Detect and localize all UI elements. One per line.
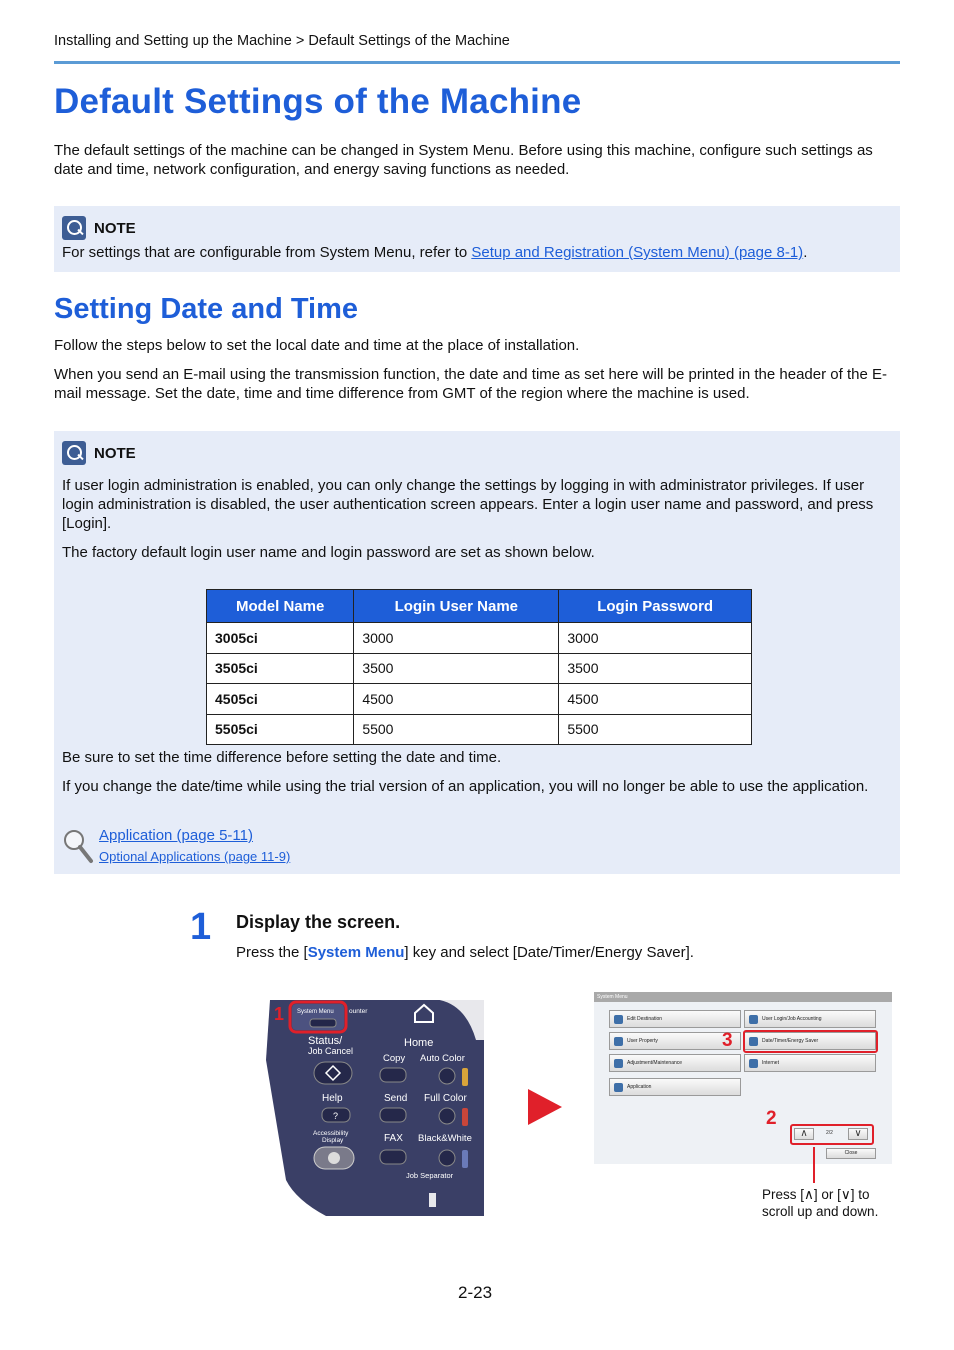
note-magnifier-icon [62,441,86,465]
note-box-system-menu [54,206,900,272]
user-icon [749,1015,758,1024]
table-row [207,714,752,745]
table-header-row [207,590,752,623]
note-magnifier-icon [62,216,86,240]
system-menu-key-label: System Menu [307,944,405,961]
note-time-difference-text: Be sure to set the time difference before setting the date and time. [62,749,502,766]
note-box-login [54,431,900,874]
caption-line-2: scroll up and down. [762,1204,879,1219]
step-number: 1 [190,906,212,948]
internet-button[interactable] [744,1054,876,1072]
adjustment-maintenance-button[interactable] [609,1054,741,1072]
page-number: 2-23 [458,1283,493,1302]
user-login-job-accounting-button[interactable] [744,1010,876,1028]
table-row [207,653,752,684]
close-button[interactable] [826,1148,876,1159]
user-icon [614,1037,623,1046]
section-title: Setting Date and Time [54,293,359,325]
section-paragraph-2: When you send an E-mail using the transmission function, the date and time as set here will be printed in the header of the E-mail message. Set the date, time and time difference from GMT of the region where the machine is used. [54,366,887,402]
operation-panel-illustration [266,1000,486,1216]
panel-job-cancel-label: Job Cancel [308,1046,354,1056]
note-text [62,243,892,262]
step-title: Display the screen. [236,912,401,932]
note-label: NOTE [94,444,136,462]
callout-leader-line [813,1147,815,1183]
note-trial-version-text: If you change the date/time while using the trial version of an application, you will no longer be able to use the application. [62,778,869,795]
step-desc-prefix: Press the [ [236,944,308,961]
button-label: Application [627,1084,652,1090]
step-description [236,944,694,961]
panel-job-separator-label: Job Separator [406,1171,454,1180]
panel-help-label: Help [322,1093,343,1104]
panel-accessibility-label: Accessibility [313,1130,349,1137]
page-indicator: 2/2 [826,1130,833,1136]
note-login-text: If user login administration is enabled, you can only change the settings by logging in with administrator privileges. If user login administration is disabled, the user authentication screen appears. Enter a login user name and password, and press [Login]. [62,477,874,532]
button-label: Edit Destination [627,1016,663,1022]
step-desc-suffix: ] key and select [Date/Timer/Energy Saver]. [404,944,694,961]
password-cell: 4500 [559,684,752,715]
panel-full-color-label: Full Color [424,1093,467,1104]
model-cell: 3005ci [207,623,354,654]
user-name-cell: 5500 [354,714,559,745]
application-icon [614,1083,623,1092]
model-cell: 5505ci [207,714,354,745]
scroll-down-button[interactable]: ∨ [848,1128,868,1140]
intro-paragraph: The default settings of the machine can be changed in System Menu. Before using this machine, configure such settings as date and time, network configuration, and energy saving functions as needed. [54,142,873,178]
column-header: Login User Name [354,590,559,623]
page-title: Default Settings of the Machine [54,82,582,121]
model-cell: 3505ci [207,653,354,684]
scroll-buttons-highlight [790,1124,874,1145]
callout-number-3: 3 [722,1030,733,1051]
panel-fax-label: FAX [384,1133,403,1144]
wrench-icon [614,1059,623,1068]
system-menu-screen [594,992,892,1164]
panel-system-menu-label: System Menu [297,1009,334,1015]
table-row [207,684,752,715]
button-label: Adjustment/Maintenance [627,1060,683,1066]
edit-destination-button[interactable] [609,1010,741,1028]
panel-counter-label: ounter [349,1008,368,1015]
user-name-cell: 3000 [354,623,559,654]
scroll-caption [762,1186,878,1220]
button-label: Internet [762,1060,779,1066]
note-header [62,441,136,465]
panel-auto-color-label: Auto Color [420,1053,465,1064]
system-menu-title: System Menu [594,992,892,1002]
login-credentials-table [206,589,752,745]
password-cell: 3000 [559,623,752,654]
button-label: User Property [627,1038,658,1044]
user-name-cell: 3500 [354,653,559,684]
note-text-suffix: . [803,244,808,261]
password-cell: 3500 [559,653,752,684]
panel-black-white-label: Black&White [418,1133,472,1144]
date-timer-highlight [743,1030,878,1053]
panel-home-label: Home [404,1037,434,1049]
panel-display-label: Display [322,1137,344,1144]
panel-help-key: ? [333,1111,339,1121]
application-button[interactable] [609,1078,741,1096]
callout-number-2: 2 [766,1108,777,1129]
panel-send-label: Send [384,1093,408,1104]
scroll-up-button[interactable]: ∧ [794,1128,814,1140]
user-name-cell: 4500 [354,684,559,715]
column-header: Model Name [207,590,354,623]
table-row [207,623,752,654]
section-paragraph-1: Follow the steps below to set the local date and time at the place of installation. [54,337,580,354]
note-header [62,216,136,240]
globe-icon [749,1059,758,1068]
button-label: Date/Timer/Energy Saver [762,1038,819,1044]
book-icon [614,1015,623,1024]
password-cell: 5500 [559,714,752,745]
caption-line-1: Press [∧] or [∨] to [762,1187,870,1202]
panel-status-label: Status/ [308,1035,343,1047]
column-header: Login Password [559,590,752,623]
model-cell: 4505ci [207,684,354,715]
note-default-text: The factory default login user name and login password are set as shown below. [62,544,595,561]
note-text-prefix: For settings that are configurable from System Menu, refer to [62,244,472,261]
breadcrumb: Installing and Setting up the Machine > Default Settings of the Machine [54,33,510,49]
reference-magnifier-icon [62,828,94,864]
button-label: User Login/Job Accounting [762,1016,822,1022]
optional-applications-link[interactable]: Optional Applications (page 11-9) [99,849,291,864]
setup-registration-link[interactable]: Setup and Registration (System Menu) (page 8-1) [471,244,804,261]
close-button-label: Close [844,1150,858,1156]
header-rule [54,61,900,64]
note-label: NOTE [94,219,136,237]
panel-copy-label: Copy [383,1053,406,1064]
application-page-link[interactable]: Application (page 5-11) [99,827,253,844]
panel-callout-number: 1 [274,1004,285,1024]
next-arrow-icon [528,1089,562,1125]
